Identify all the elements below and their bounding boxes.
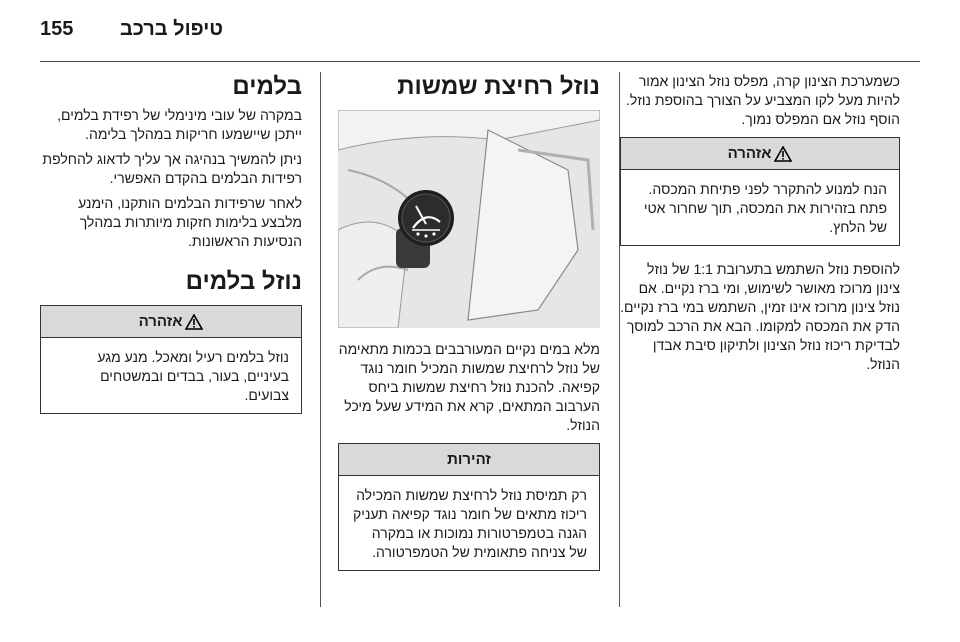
page-header (0, 0, 960, 62)
caution-text: רק תמיסת נוזל לרחיצת שמשות המכילה ריכוז מתאים של חומר נוגד קפיאה תעניק הגנה בטמפרטורות נמוכות או במקרה של צניחה פתאומית של הטמפרטורה. (353, 487, 587, 560)
caution-box-header (339, 444, 599, 476)
warning-triangle-icon (185, 314, 203, 330)
running-title: טיפול ברכב (120, 18, 224, 40)
warning-box-brake-fluid (40, 305, 302, 414)
column-coolant (620, 72, 900, 380)
engine-bay-drawing (338, 110, 600, 328)
warning-box-header (621, 138, 899, 170)
brakes-paragraph-1: במקרה של עובי מינימלי של רפידת בלמים, ייתכן שיישמעו חריקות במהלך בלימה. (57, 107, 302, 142)
brakes-paragraph-3: לאחר שרפידות הבלמים הותקנו, הימנע מלבצע בלימות חזקות מיותרות במהלך הנסיעות הראשונות. (78, 195, 302, 249)
coolant-intro-paragraph: כשמערכת הצינון קרה, מפלס נוזל הצינון אמור להיות מעל לקו המצביע על הצורך בהוספת נוזל. הוסף נוזל אם המפלס נמוך. (626, 73, 900, 127)
column-brakes (40, 72, 302, 428)
caution-title: זהירות (447, 451, 491, 468)
washer-fluid-paragraph: מלא במים נקיים המעורבבים בכמות מתאימה של נוזל לרחיצת שמשות המכיל חומר נוגד קפיאה. להכנת נוזל רחיצת שמשות ביחס הערבוב המתאים, קרא את המידע שעל מיכל הנוזל. (338, 341, 600, 433)
warning-box-header (41, 306, 301, 338)
column-divider (619, 72, 620, 607)
column-washer-fluid (338, 72, 600, 585)
washer-reservoir-illustration (338, 110, 600, 328)
coolant-mix-paragraph: להוספת נוזל השתמש בתערובת 1:1 של נוזל צינון מרוכז מאושר לשימוש, ומי ברז נקיים. אם נוזל צינון מרוכז אינו זמין, השתמש במי ברז נקיים. הדק את המכסה למקומו. הבא את הרכב למוסך לבדיקת ריכוז נוזל הצינון ולתיקון סיבת אבדן הנוזל. (620, 261, 900, 372)
warning-box-coolant (620, 137, 900, 246)
washer-fluid-heading: נוזל רחיצת שמשות (397, 73, 600, 100)
warning-title: אזהרה (727, 145, 772, 162)
column-divider (320, 72, 321, 607)
brake-fluid-heading: נוזל בלמים (185, 268, 302, 295)
brakes-paragraph-2: ניתן להמשיך בנהיגה אך עליך לדאוג להחלפת רפידות הבלמים בהקדם האפשרי. (42, 151, 302, 186)
warning-text: נוזל בלמים רעיל ומאכל. מנע מגע בעיניים, בעור, בבדים ובמשטחים צבועים. (97, 349, 289, 403)
warning-title: אזהרה (138, 313, 183, 330)
brakes-heading: בלמים (232, 73, 302, 100)
caution-box-washer (338, 443, 600, 571)
warning-triangle-icon (774, 146, 792, 162)
page-number: 155 (40, 18, 74, 40)
header-rule (40, 61, 920, 62)
warning-text: הנח למנוע להתקרר לפני פתיחת המכסה. פתח בזהירות את המכסה, תוך שחרור אטי של הלחץ. (643, 181, 887, 235)
